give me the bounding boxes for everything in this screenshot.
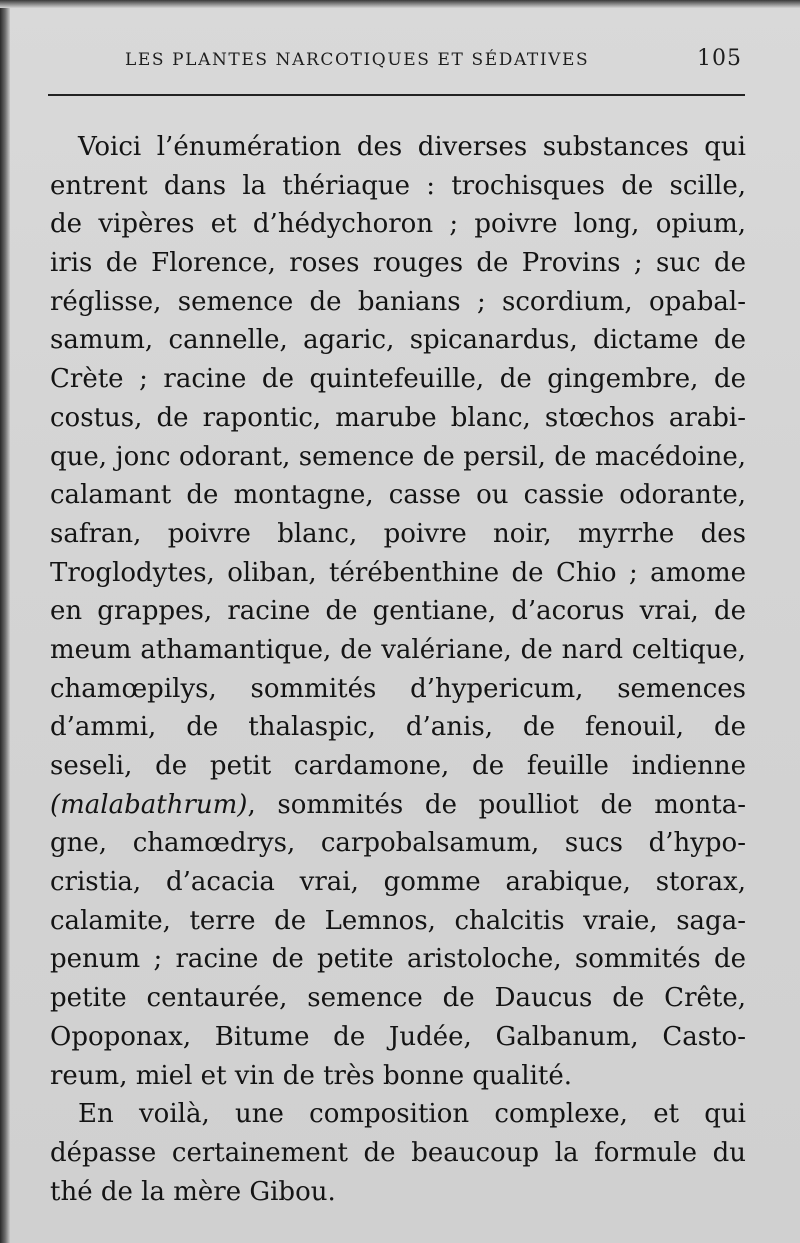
text-line: Crète ; racine de quintefeuille, de gingembre, de: [50, 364, 746, 395]
italic-term: (malabathrum): [50, 789, 248, 820]
text-line: de vipères et d’hédychoron ; poivre long, opium,: [50, 209, 746, 240]
text-line: samum, cannelle, agaric, spicanardus, dictame de: [50, 325, 746, 356]
text-fragment: , sommités de poulliot de monta-: [247, 789, 746, 820]
text-line: chamœpilys, sommités d’hypericum, semences: [50, 673, 746, 704]
text-line: calamite, terre de Lemnos, chalcitis vraie, saga-: [50, 905, 746, 936]
text-line-italic: [50, 786, 746, 825]
text-line: costus, de rapontic, marube blanc, stœchos arabi-: [50, 402, 746, 433]
text-line: d’ammi, de thalaspic, d’anis, de fenouil, de: [50, 712, 746, 743]
running-head: [125, 46, 750, 78]
text-line: entrent dans la thériaque : trochisques de scille,: [50, 170, 746, 201]
text-line: En voilà, une composition complexe, et qui: [78, 1099, 746, 1130]
text-line: réglisse, semence de banians ; scordium, opabal-: [50, 286, 746, 317]
header-rule: [48, 94, 745, 96]
text-line: gne, chamœdrys, carpobalsamum, sucs d’hypo-: [50, 828, 746, 859]
running-title: LES PLANTES NARCOTIQUES ET SÉDATIVES: [125, 50, 590, 70]
text-line: Voici l’énumération des diverses substances qui: [78, 132, 746, 162]
page-top-shadow: [0, 0, 800, 8]
text-line: calamant de montagne, casse ou cassie odorante,: [50, 480, 746, 511]
text-line: cristia, d’acacia vrai, gomme arabique, storax,: [50, 867, 746, 898]
text-line: reum, miel et vin de très bonne qualité.: [50, 1060, 573, 1091]
text-line: en grappes, racine de gentiane, d’acorus vrai, de: [50, 596, 746, 627]
page-binding-edge: [0, 0, 10, 1243]
text-line: Troglodytes, oliban, térébenthine de Chio ; amome: [50, 557, 746, 588]
text-line: dépasse certainement de beaucoup la formule du: [50, 1137, 746, 1168]
text-line: safran, poivre blanc, poivre noir, myrrhe des: [50, 518, 746, 549]
text-line: que, jonc odorant, semence de persil, de macédoine,: [50, 441, 746, 472]
text-line: iris de Florence, roses rouges de Provins ; suc de: [50, 248, 746, 279]
text-line: Opoponax, Bitume de Judée, Galbanum, Casto-: [50, 1021, 746, 1052]
text-line: petite centaurée, semence de Daucus de Crête,: [50, 983, 746, 1014]
body-text: [50, 128, 746, 1211]
text-line: seseli, de petit cardamone, de feuille indienne: [50, 751, 746, 781]
text-line: penum ; racine de petite aristoloche, sommités de: [50, 944, 746, 975]
page-number: 105: [697, 46, 742, 71]
text-line: meum athamantique, de valériane, de nard celtique,: [50, 634, 746, 665]
text-line: thé de la mère Gibou.: [50, 1176, 336, 1207]
